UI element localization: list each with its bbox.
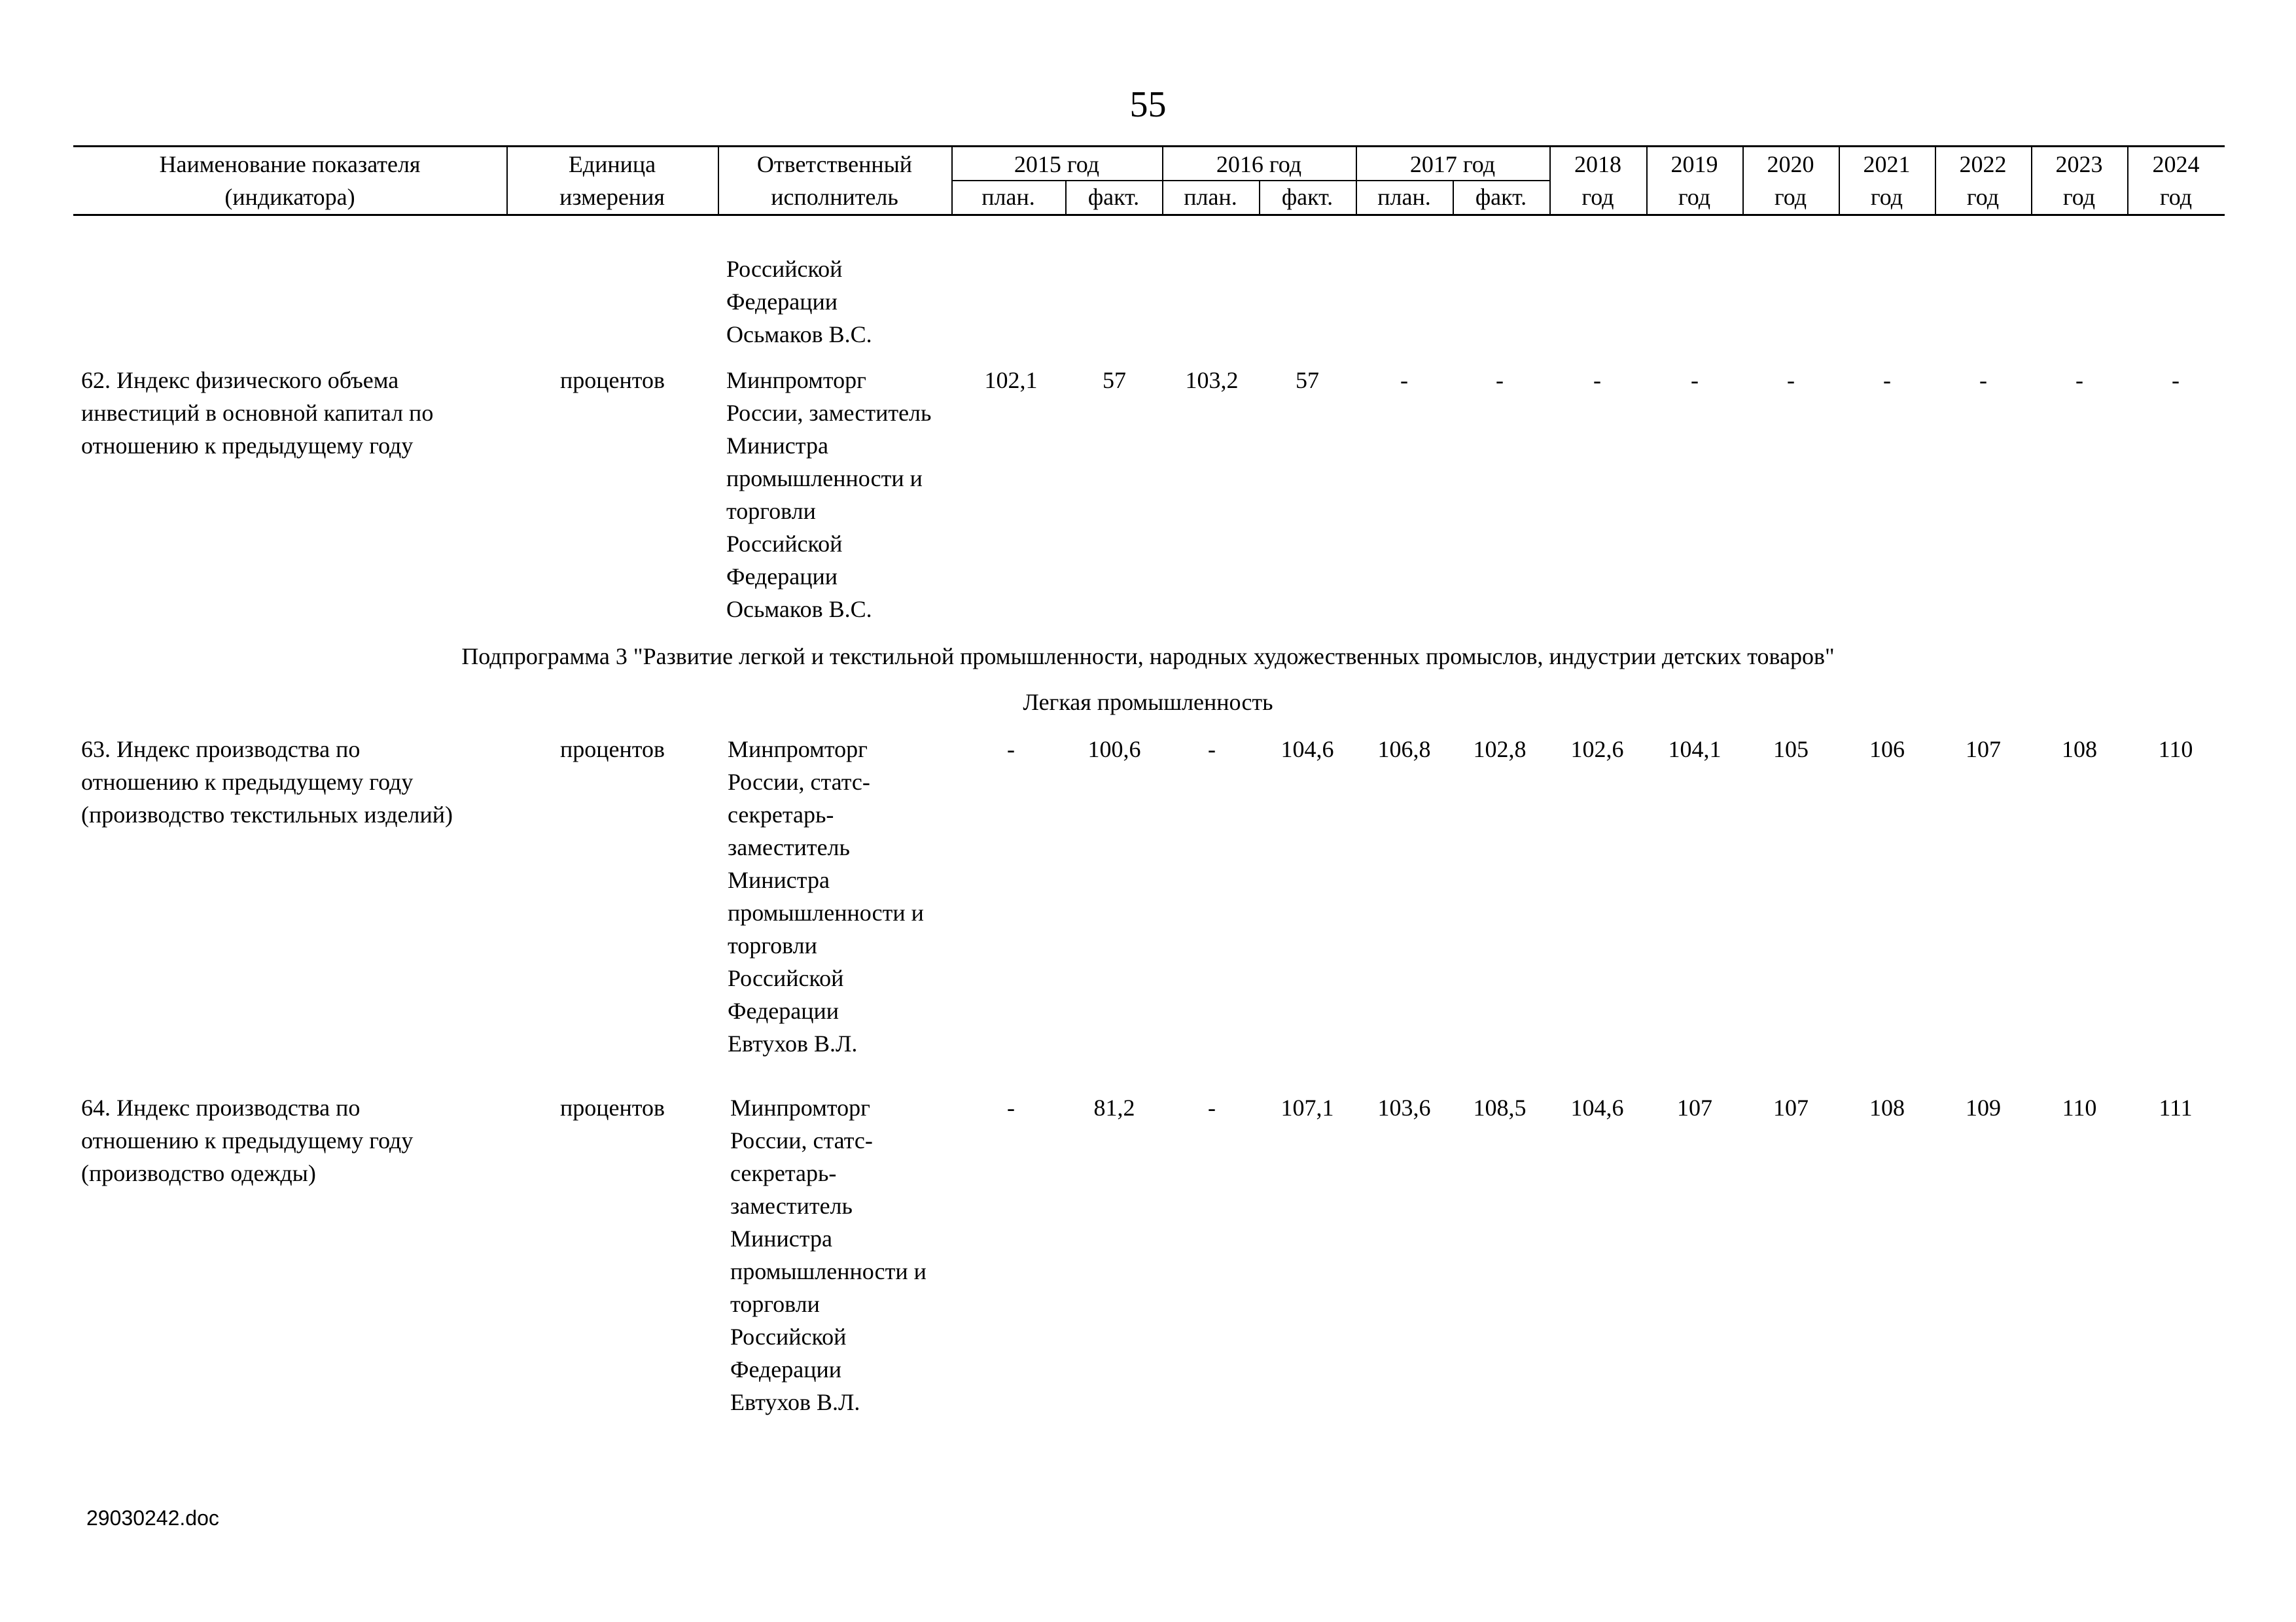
header-god: год xyxy=(1774,184,1807,210)
header-2015-plan: план. xyxy=(981,184,1035,210)
row-value-cell: 107 xyxy=(1677,1095,1712,1121)
row-62-name: 62. Индекс физического объема инвестиций в основной капитал по отношению к предыдущему году xyxy=(81,367,434,459)
row-63-responsible: Минпромторг России, статс- секретарь- заместитель Министра промышленности и торговли Российской Федерации Евтухов В.Л. xyxy=(728,736,924,1057)
header-god: год xyxy=(1966,184,2000,210)
header-year-2019: 2019 xyxy=(1670,151,1718,177)
header-name-line2: (индикатора) xyxy=(224,184,355,210)
header-god: год xyxy=(1870,184,1903,210)
row-value-cell: 106,8 xyxy=(1377,736,1431,762)
header-unit-line2: измерения xyxy=(559,184,665,210)
row-64-responsible: Минпромторг России, статс- секретарь- заместитель Министра промышленности и торговли Российской Федерации Евтухов В.Л. xyxy=(730,1095,927,1415)
row-value-cell: 105 xyxy=(1773,736,1809,762)
row-value-cell: - xyxy=(1979,367,1987,393)
row-value-cell: 104,1 xyxy=(1668,736,1722,762)
row-value-cell: 108,5 xyxy=(1473,1095,1527,1121)
row-value-cell: 104,6 xyxy=(1280,736,1334,762)
header-year-2020: 2020 xyxy=(1767,151,1814,177)
row-64-name: 64. Индекс производства по отношению к предыдущему году (производство одежды) xyxy=(81,1095,414,1186)
header-year-2024: 2024 xyxy=(2152,151,2200,177)
header-resp-line2: исполнитель xyxy=(771,184,898,210)
header-god: год xyxy=(2062,184,2096,210)
header-resp-line1: Ответственный xyxy=(756,151,913,177)
header-2016-plan: план. xyxy=(1184,184,1237,210)
header-2016: 2016 год xyxy=(1216,151,1302,177)
header-year-2022: 2022 xyxy=(1959,151,2007,177)
row-value-cell: - xyxy=(1691,367,1699,393)
header-god: год xyxy=(2159,184,2193,210)
row-64-unit: процентов xyxy=(560,1095,665,1121)
row-value-cell: 110 xyxy=(2158,736,2193,762)
header-2017-plan: план. xyxy=(1377,184,1431,210)
header-2015: 2015 год xyxy=(1014,151,1100,177)
table-header xyxy=(73,145,2225,216)
page-number: 55 xyxy=(1129,84,1167,125)
row-value-cell: - xyxy=(1496,367,1504,393)
row-value-cell: 109 xyxy=(1966,1095,2001,1121)
row-value-cell: - xyxy=(1208,1095,1216,1121)
row-value-cell: 57 xyxy=(1103,367,1126,393)
row-value-cell: 107,1 xyxy=(1280,1095,1334,1121)
row-value-cell: 102,8 xyxy=(1473,736,1527,762)
row-62-unit: процентов xyxy=(560,367,665,393)
row-value-cell: 107 xyxy=(1966,736,2001,762)
row-value-cell: 111 xyxy=(2159,1095,2193,1121)
header-2016-fact: факт. xyxy=(1281,184,1333,210)
row-value-cell: 57 xyxy=(1296,367,1319,393)
header-year-2023: 2023 xyxy=(2055,151,2103,177)
row-value-cell: - xyxy=(1883,367,1891,393)
row-value-cell: 81,2 xyxy=(1093,1095,1135,1121)
section-title: Легкая промышленность xyxy=(1023,689,1273,715)
row-63-unit: процентов xyxy=(560,736,665,762)
row-value-cell: 107 xyxy=(1773,1095,1809,1121)
row-63-name: 63. Индекс производства по отношению к предыдущему году (производство текстильных изделий) xyxy=(81,736,453,828)
row-value-cell: 108 xyxy=(2062,736,2097,762)
row-value-cell: - xyxy=(1007,736,1015,762)
continuation-responsible: Российской Федерации Осьмаков В.С. xyxy=(726,256,872,347)
header-2017-fact: факт. xyxy=(1475,184,1527,210)
row-value-cell: 110 xyxy=(2062,1095,2097,1121)
row-value-cell: - xyxy=(1593,367,1601,393)
header-unit-line1: Единица xyxy=(568,151,656,177)
header-god: год xyxy=(1581,184,1614,210)
row-value-cell: - xyxy=(2075,367,2083,393)
row-value-cell: - xyxy=(1007,1095,1015,1121)
row-62-responsible: Минпромторг России, заместитель Министра промышленности и торговли Российской Федерации Осьмаков В.С. xyxy=(726,367,932,622)
header-year-2018: 2018 xyxy=(1574,151,1621,177)
row-value-cell: 103,6 xyxy=(1377,1095,1431,1121)
row-value-cell: 103,2 xyxy=(1185,367,1239,393)
row-value-cell: - xyxy=(1787,367,1795,393)
row-value-cell: 102,1 xyxy=(984,367,1038,393)
header-name-line1: Наименование показателя xyxy=(159,151,421,177)
subprogram-title: Подпрограмма 3 "Развитие легкой и текстильной промышленности, народных художественных промыслов, индустрии детских товаров" xyxy=(461,643,1835,669)
row-value-cell: 102,6 xyxy=(1570,736,1624,762)
row-value-cell: - xyxy=(2172,367,2180,393)
row-value-cell: 106 xyxy=(1869,736,1905,762)
header-2015-fact: факт. xyxy=(1087,184,1140,210)
header-2017: 2017 год xyxy=(1409,151,1496,177)
row-value-cell: 108 xyxy=(1869,1095,1905,1121)
row-value-cell: 100,6 xyxy=(1087,736,1141,762)
row-value-cell: - xyxy=(1400,367,1408,393)
header-god: год xyxy=(1678,184,1711,210)
row-value-cell: - xyxy=(1208,736,1216,762)
row-value-cell: 104,6 xyxy=(1570,1095,1624,1121)
header-year-2021: 2021 xyxy=(1863,151,1911,177)
document-footer: 29030242.doc xyxy=(86,1506,219,1530)
